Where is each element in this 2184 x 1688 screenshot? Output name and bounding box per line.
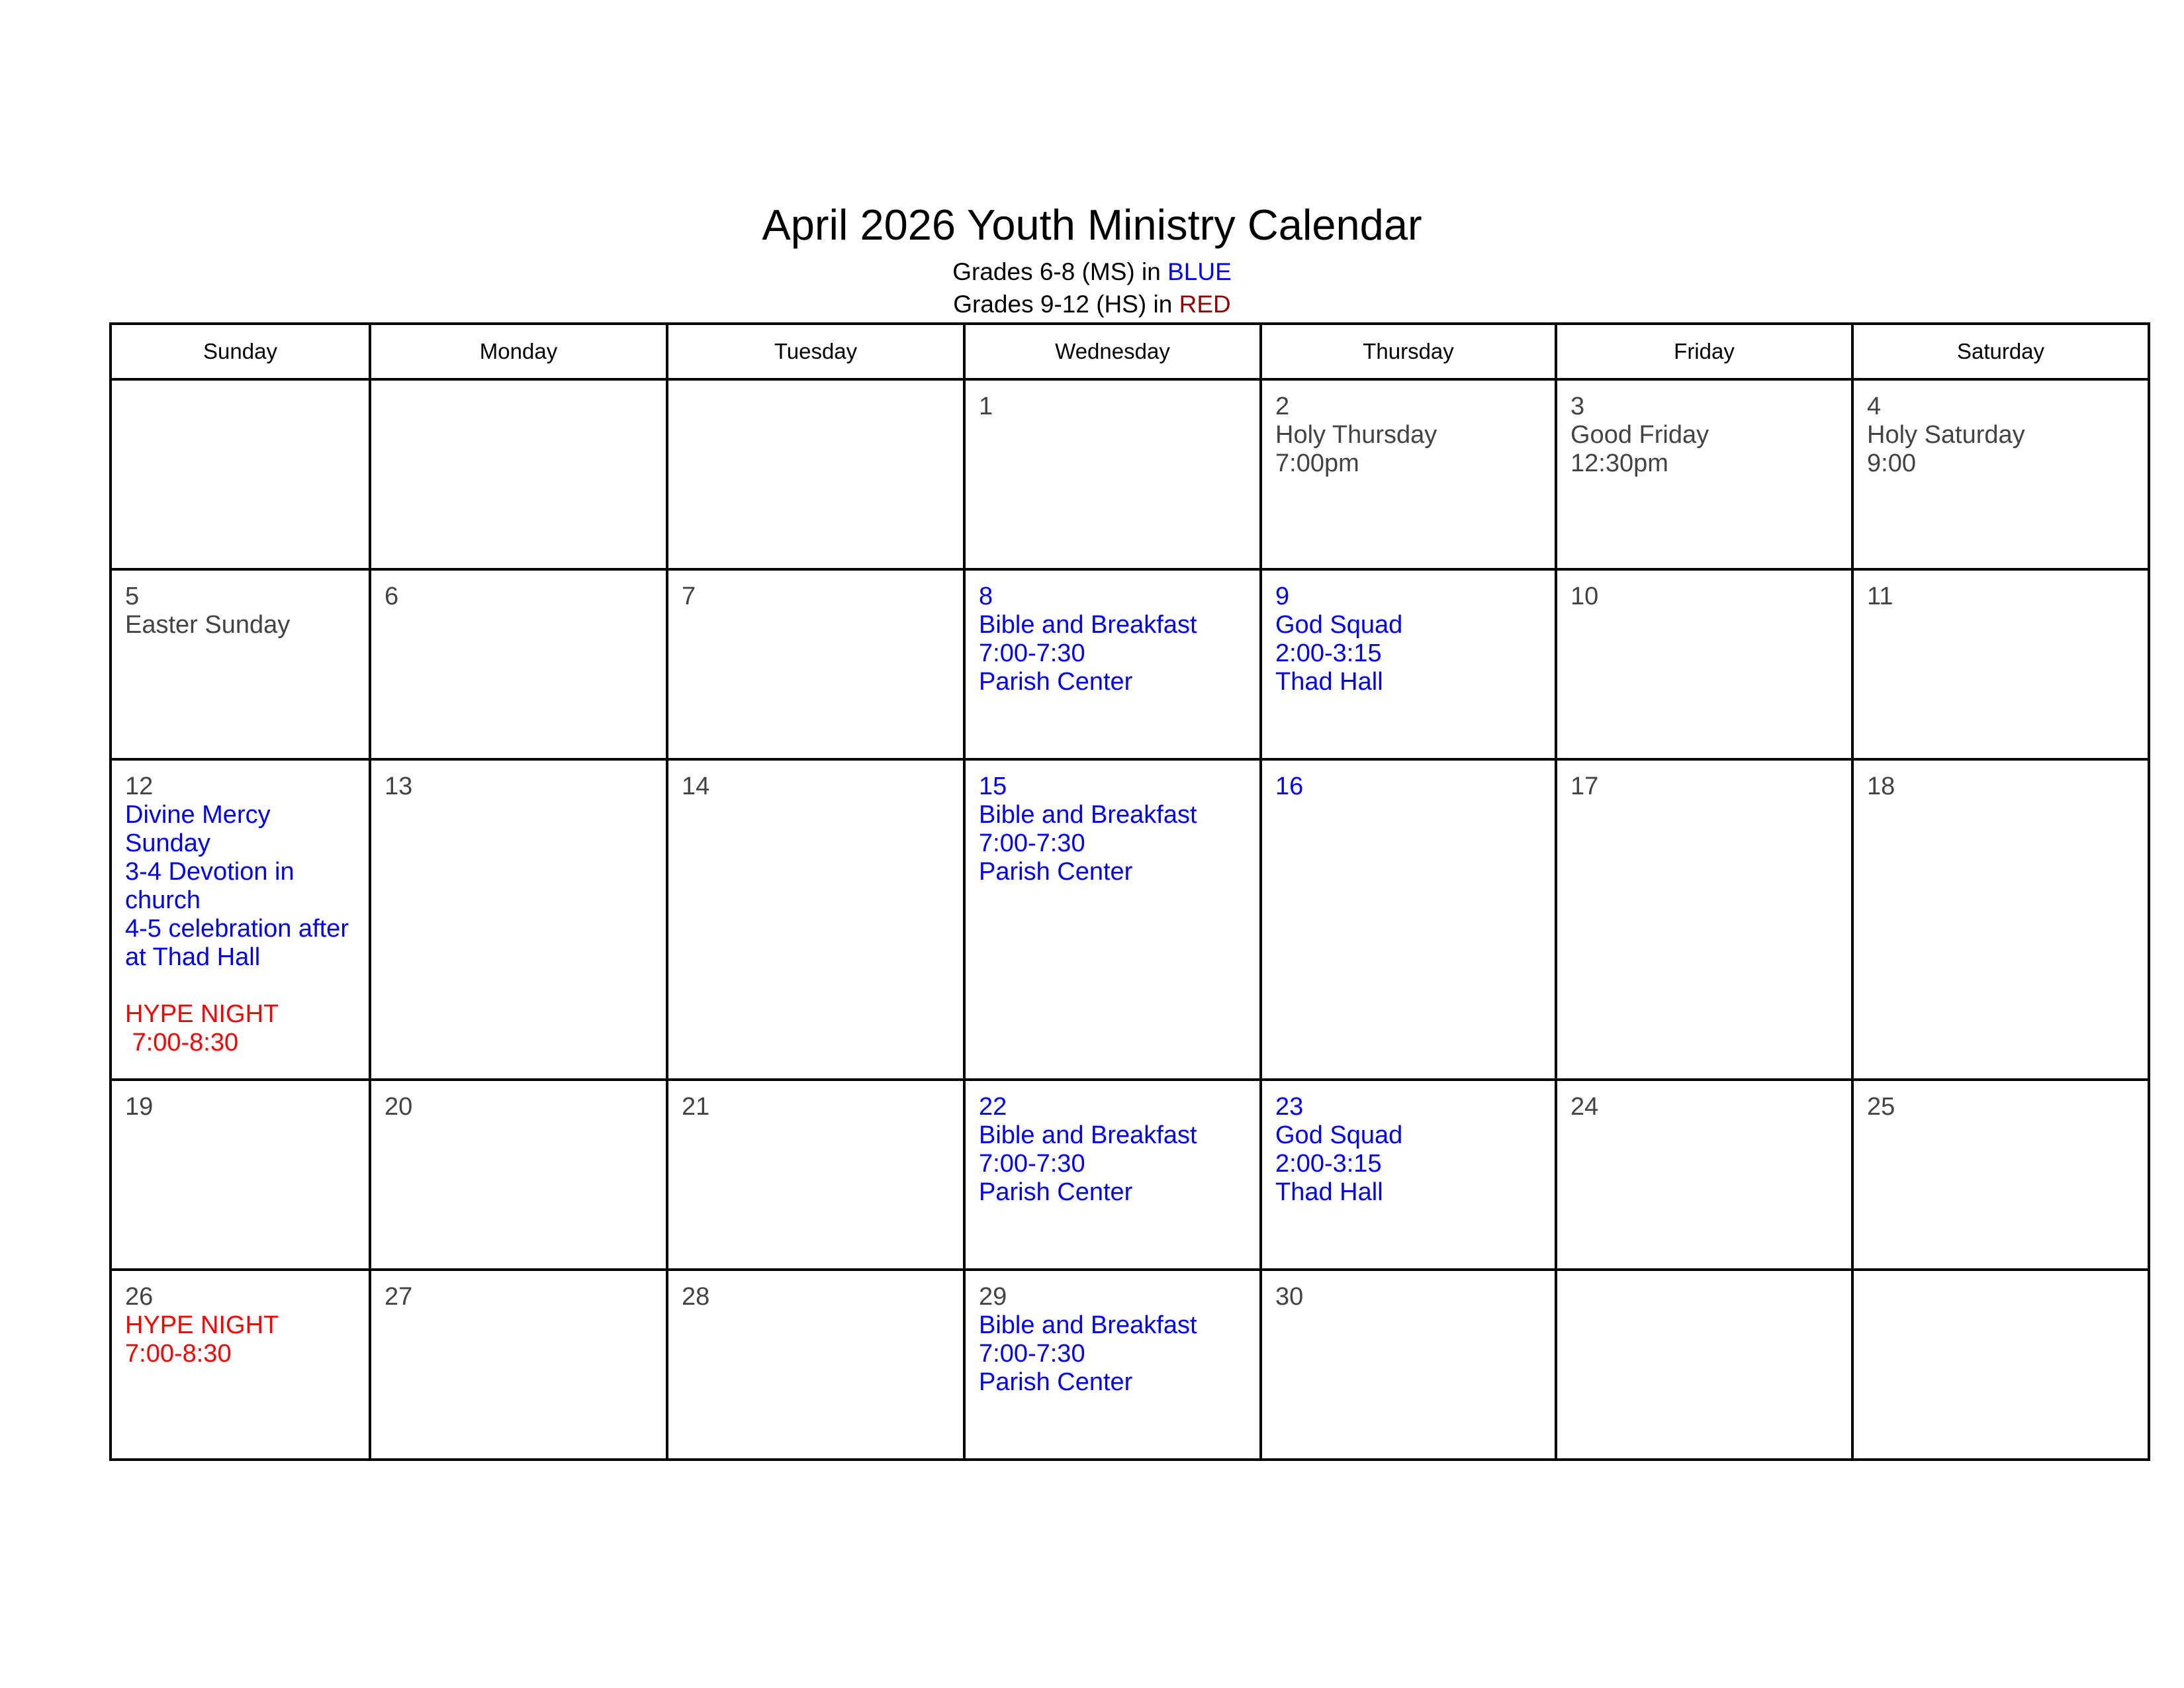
day-cell [667, 759, 964, 1080]
ms-legend-color-word: BLUE [1167, 258, 1232, 285]
event-line: 7:00-7:30 [979, 1150, 1085, 1178]
weekday-header-wednesday: Wednesday [964, 324, 1261, 379]
day-cell [1852, 379, 2149, 569]
day-number: 14 [682, 773, 710, 800]
event-line: Divine Mercy Sunday [125, 801, 278, 857]
day-number: 8 [979, 583, 993, 610]
day-number: 25 [1867, 1093, 1895, 1121]
day-cell [111, 569, 370, 759]
week-row [111, 569, 2149, 759]
event-line: God Squad [1275, 611, 1403, 639]
day-cell [1852, 759, 2149, 1080]
day-cell [1556, 379, 1852, 569]
hs-legend [0, 288, 2184, 321]
day-cell [1556, 569, 1852, 759]
day-number: 15 [979, 773, 1007, 800]
day-number: 24 [1570, 1093, 1599, 1121]
event-line: Parish Center [979, 858, 1133, 886]
calendar-weeks [111, 379, 2149, 1460]
day-cell [1852, 569, 2149, 759]
day-number: 2 [1275, 393, 1290, 420]
day-cell [964, 1270, 1261, 1460]
event-line: Parish Center [979, 1178, 1133, 1206]
day-cell [667, 1080, 964, 1270]
week-row [111, 759, 2149, 1080]
day-number: 26 [125, 1283, 154, 1311]
day-number: 18 [1867, 773, 1895, 800]
hs-legend-text: Grades 9-12 (HS) in [953, 291, 1179, 318]
event-line: Bible and Breakfast [979, 801, 1197, 829]
event-line: Parish Center [979, 1368, 1133, 1396]
event-line: 7:00-7:30 [979, 829, 1085, 857]
day-number: 27 [385, 1283, 413, 1311]
day-number: 16 [1275, 773, 1304, 800]
ms-legend-text: Grades 6-8 (MS) in [952, 258, 1168, 285]
day-number: 12 [125, 773, 154, 800]
day-cell [964, 759, 1261, 1080]
day-cell [111, 759, 370, 1080]
day-number: 7 [682, 583, 696, 610]
day-number: 13 [385, 773, 413, 800]
event-line: 2:00-3:15 [1275, 639, 1382, 667]
event-line: Holy Thursday [1275, 421, 1437, 449]
day-number: 19 [125, 1093, 154, 1121]
ms-legend [0, 256, 2184, 289]
day-cell [111, 379, 370, 569]
event-line: God Squad [1275, 1121, 1403, 1149]
day-cell [1261, 569, 1556, 759]
day-number: 28 [682, 1283, 710, 1311]
weekday-header-sunday: Sunday [111, 324, 370, 379]
day-cell [370, 569, 667, 759]
day-number: 1 [979, 393, 993, 420]
event-line: Thad Hall [1275, 1178, 1383, 1206]
day-cell [1261, 379, 1556, 569]
week-row [111, 379, 2149, 569]
day-number: 20 [385, 1093, 413, 1121]
day-cell [370, 1080, 667, 1270]
week-row [111, 1270, 2149, 1460]
event-line: HYPE NIGHT [125, 1000, 279, 1028]
event-line: Bible and Breakfast [979, 1311, 1197, 1339]
day-number: 4 [1867, 393, 1882, 420]
event-line: 4-5 celebration after at Thad Hall [125, 915, 356, 971]
day-cell [370, 759, 667, 1080]
day-cell [1261, 1080, 1556, 1270]
day-number: 11 [1867, 583, 1893, 610]
event-line: Easter Sunday [125, 611, 291, 639]
day-cell [1852, 1080, 2149, 1270]
event-line: Bible and Breakfast [979, 611, 1197, 639]
day-number: 6 [385, 583, 399, 610]
event-line: Thad Hall [1275, 668, 1383, 696]
day-cell [111, 1080, 370, 1270]
day-cell [1556, 759, 1852, 1080]
day-cell [964, 569, 1261, 759]
day-number: 29 [979, 1283, 1007, 1311]
day-cell [667, 379, 964, 569]
day-number: 3 [1570, 393, 1585, 420]
event-line: Holy Saturday [1867, 421, 2025, 449]
hs-legend-color-word: RED [1179, 291, 1231, 318]
day-number: 17 [1570, 773, 1599, 800]
day-cell [667, 1270, 964, 1460]
day-cell [111, 1270, 370, 1460]
weekday-header-thursday: Thursday [1261, 324, 1556, 379]
weekday-header-saturday: Saturday [1852, 324, 2149, 379]
event-spacer [125, 972, 355, 1000]
day-cell [1261, 1270, 1556, 1460]
day-number: 22 [979, 1093, 1007, 1121]
event-line: 2:00-3:15 [1275, 1150, 1382, 1178]
day-number: 21 [682, 1093, 710, 1121]
day-cell [1261, 759, 1556, 1080]
day-number: 23 [1275, 1093, 1304, 1121]
calendar-title: April 2026 Youth Ministry Calendar [762, 201, 1422, 249]
event-line: Parish Center [979, 668, 1133, 696]
weekday-header-row [111, 324, 2149, 379]
day-cell [1852, 1270, 2149, 1460]
weekday-header-monday: Monday [370, 324, 667, 379]
event-line: 7:00-8:30 [125, 1340, 232, 1368]
day-number: 9 [1275, 583, 1290, 610]
event-line: Bible and Breakfast [979, 1121, 1197, 1149]
event-line: Good Friday [1570, 421, 1709, 449]
event-line: 7:00-7:30 [979, 1340, 1085, 1368]
day-cell [370, 1270, 667, 1460]
event-line: 7:00-8:30 [125, 1029, 239, 1056]
day-cell [1556, 1270, 1852, 1460]
weekday-header-tuesday: Tuesday [667, 324, 964, 379]
day-cell [1556, 1080, 1852, 1270]
day-cell [964, 1080, 1261, 1270]
day-cell [964, 379, 1261, 569]
event-line: 9:00 [1867, 449, 1916, 477]
event-line: 12:30pm [1570, 449, 1668, 477]
calendar-grid [109, 322, 2150, 1461]
weekday-header-friday: Friday [1556, 324, 1852, 379]
day-cell [370, 379, 667, 569]
event-line: HYPE NIGHT [125, 1311, 279, 1339]
week-row [111, 1080, 2149, 1270]
event-line: 7:00pm [1275, 449, 1359, 477]
event-line: 7:00-7:30 [979, 639, 1085, 667]
day-number: 5 [125, 583, 140, 610]
day-cell [667, 569, 964, 759]
day-number: 10 [1570, 583, 1599, 610]
event-line: 3-4 Devotion in church [125, 858, 302, 914]
day-number: 30 [1275, 1283, 1304, 1311]
